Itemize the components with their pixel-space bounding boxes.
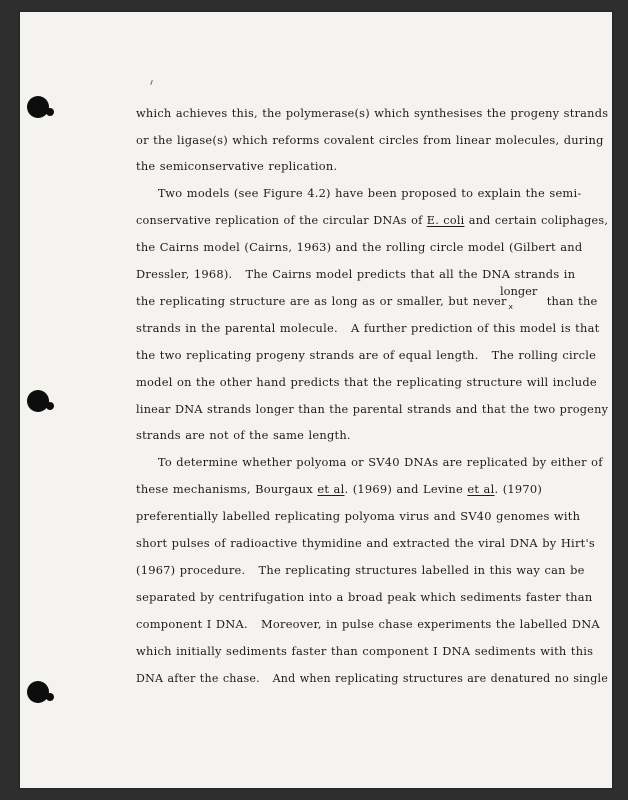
text-line: which achieves this, the polymerase(s) which synthesises the progeny strands [136,106,609,120]
text-line: component I DNA. Moreover, in pulse chase experiments the labelled DNA [136,617,600,631]
binder-hole-middle [27,390,49,412]
text-line [136,482,542,496]
citation-etal: et al [317,482,345,496]
text-line: model on the other hand predicts that the replicating structure will include [136,375,597,389]
text-line: which initially sediments faster than component I DNA sediments with this [136,644,594,658]
insertion-caret: ₓ [508,298,514,312]
text-line: short pulses of radioactive thymidine and extracted the viral DNA by Hirt's [136,536,595,550]
citation-etal: et al [467,482,495,496]
text-line: separated by centrifugation into a broad peak which sediments faster than [136,590,593,604]
text-line: preferentially labelled replicating polyoma virus and SV40 genomes with [136,509,581,523]
text-line: Two models (see Figure 4.2) have been proposed to explain the semi- [136,186,582,200]
binder-hole-bottom [27,681,49,703]
text-segment: the replicating structure are as long as or smaller, but never [136,294,507,308]
pencil-mark [150,80,153,85]
text-line: the Cairns model (Cairns, 1963) and the rolling circle model (Gilbert and [136,240,583,254]
species-name: E. coli [426,213,465,227]
text-line [136,213,608,227]
text-line: the semiconservative replication. [136,159,338,173]
text-segment: conservative replication of the circular DNAs of [136,213,427,227]
text-line: strands are not of the same length. [136,428,351,442]
text-segment: and certain coliphages, [464,213,609,227]
text-line: Dressler, 1968). The Cairns model predicts that all the DNA strands in [136,267,576,281]
text-segment: . (1970) [494,482,543,496]
text-segment: . (1969) and Levine [344,482,468,496]
text-line: (1967) procedure. The replicating structures labelled in this way can be [136,563,585,577]
text-line: or the ligase(s) which reforms covalent circles from linear molecules, during [136,133,604,147]
handwritten-insertion: longer [500,284,538,298]
binder-hole-top [27,96,49,118]
text-line: linear DNA strands longer than the parental strands and that the two progeny [136,402,609,416]
text-line: DNA after the chase. And when replicating structures are denatured no single [136,671,609,685]
text-segment: than the [546,294,598,308]
text-line: To determine whether polyoma or SV40 DNAs are replicated by either of [136,455,603,469]
text-line: strands in the parental molecule. A further prediction of this model is that [136,321,600,335]
text-segment: these mechanisms, Bourgaux [136,482,318,496]
text-line: the two replicating progeny strands are of equal length. The rolling circle [136,348,597,362]
